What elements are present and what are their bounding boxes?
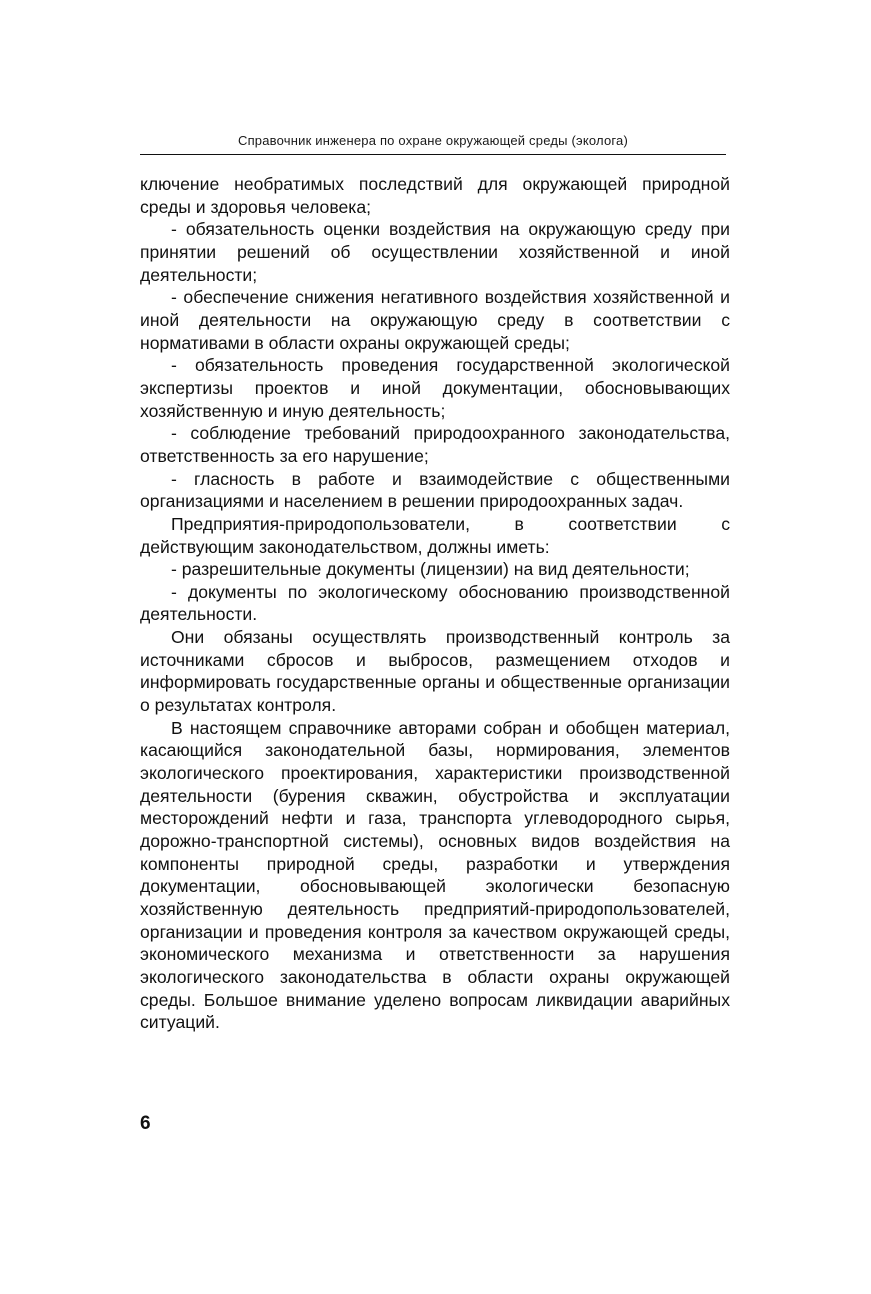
paragraph: Они обязаны осуществлять производственный контроль за источниками сбросов и выбросов, размещением отходов и информировать государственные органы и общественные организации о результатах контроля. — [140, 627, 730, 716]
list-item: - обязательность проведения государственной экологической экспертизы проектов и иной документации, обосновывающих хозяйственную и иную деятельность; — [140, 355, 730, 421]
header-rule — [140, 154, 726, 155]
page-number: 6 — [140, 1113, 151, 1134]
paragraph-continuation: ключение необратимых последствий для окружающей природной среды и здоровья человека; — [140, 174, 730, 217]
list-item: - документы по экологическому обоснованию производственной деятельности. — [140, 581, 730, 625]
list-item: - обязательность оценки воздействия на окружающую среду при принятии решений об осуществлении хозяйственной и иной деятельности; — [140, 219, 730, 285]
list-item: - разрешительные документы (лицензии) на вид деятельности; — [171, 559, 690, 580]
list-item: - соблюдение требований природоохранного законодательства, ответственность за его нарушение; — [140, 423, 730, 466]
list-item: - гласность в работе и взаимодействие с общественными организациями и населением в решении природоохранных задач. — [140, 468, 730, 512]
paragraph: Предприятия-природопользователи, в соответствии с действующим законодательством, должны иметь: — [140, 513, 730, 557]
list-item: - обеспечение снижения негативного воздействия хозяйственной и иной деятельности на окружающую среду в соответствии с нормативами в области охраны окружающей среды; — [140, 287, 730, 353]
paragraph: В настоящем справочнике авторами собран и обобщен материал, касающийся законодательной базы, нормирования, элементов экологического проектирования, характеристики производственной деятельности (бурения скважин, обустройства и эксплуатации месторождений нефти и газа, транспорта углеводородного сырья, дорожно-транспортной системы), основных видов воздействия на компоненты природной среды, разработки и утверждения документации, обосновывающей экологически безопасную хозяйственную деятельность предприятий-природопользователей, организации и проведения контроля за качеством окружающей среды, экономического механизма и ответственности за нарушения экологического законодательства в области охраны окружающей среды. Большое внимание уделено вопросам ликвидации аварийных ситуаций. — [140, 717, 730, 1033]
body-text — [140, 173, 730, 1034]
running-header: Справочник инженера по охране окружающей среды (эколога) — [237, 133, 628, 148]
